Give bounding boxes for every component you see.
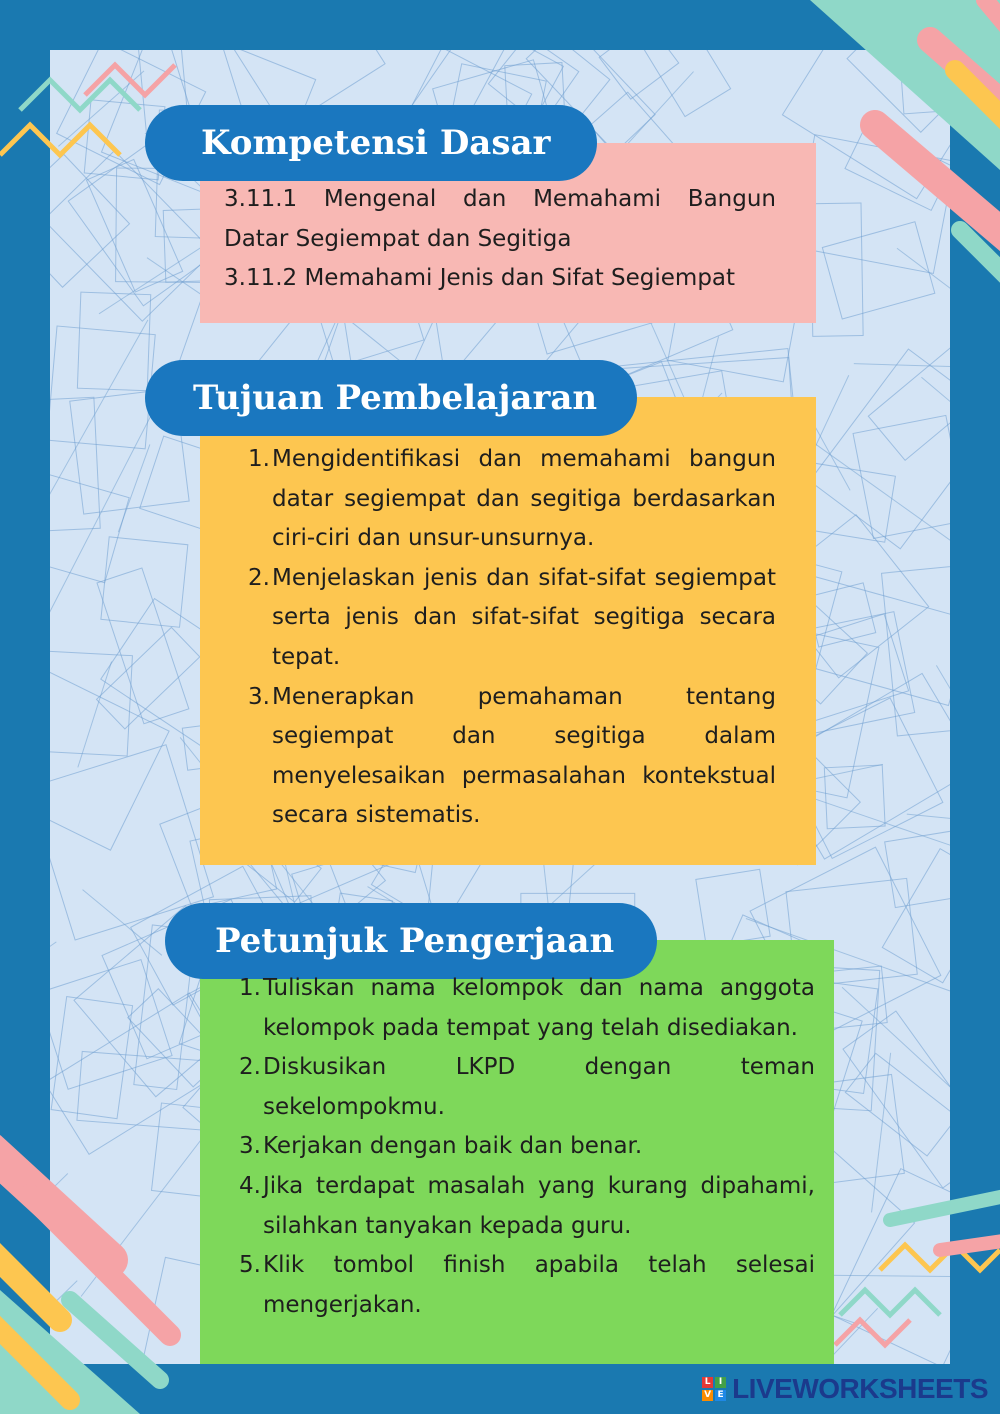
list-text: Klik tombol finish apabila telah selesai mengerjakan. [263,1252,815,1318]
pattern-shape [882,563,950,736]
pattern-line [50,1174,68,1357]
pattern-shape [896,50,950,114]
pattern-shape [912,50,950,101]
pattern-line [81,1138,202,1296]
list-text: Menerapkan pemahaman tentang segiempat dan segitiga dalam menyelesaikan permasalahan kontekstual secara sistematis. [272,683,776,829]
list-item [239,1167,815,1246]
pattern-shape [885,829,950,908]
list-number: 1. [239,975,261,1001]
pattern-shape [50,326,155,449]
pattern-shape [642,50,730,117]
list-item [239,1246,815,1325]
pattern-shape [77,292,150,391]
pattern-line [921,377,950,513]
list-item [239,969,815,1048]
logo-letter: L [702,1377,713,1388]
liveworksheets-watermark[interactable] [702,1374,988,1404]
pattern-shape [811,203,864,336]
pattern-shape [696,869,770,946]
kompetensi-title: Kompetensi Dasar [145,105,597,181]
petunjuk-list [239,969,815,1325]
pattern-line [50,1281,77,1364]
pattern-shape [845,124,950,210]
pattern-line [83,890,162,956]
pattern-line [118,444,150,532]
kompetensi-line: 3.11.1 Mengenal dan Memahami Bangun [224,186,776,212]
pattern-line [78,662,112,768]
pattern-shape [50,650,132,756]
pattern-line [58,71,144,146]
pattern-shape [599,50,679,99]
list-number: 3. [248,683,270,710]
brand-name: LIVEWORKSHEETS [732,1373,988,1404]
pattern-shape [804,463,896,542]
pattern-shape [806,583,876,647]
pattern-shape [50,960,172,1090]
pattern-shape [868,335,950,460]
list-item [239,1048,815,1127]
pattern-shape [51,997,132,1119]
list-item [239,1127,815,1167]
tujuan-title: Tujuan Pembelajaran [145,360,637,436]
liveworksheets-logo-icon [702,1377,726,1401]
pattern-shape [845,1053,950,1156]
list-text: Tuliskan nama kelompok dan nama anggota kelompok pada tempat yang telah disediakan. [263,975,815,1041]
pattern-shape [847,50,950,132]
list-number: 2. [248,564,270,591]
pattern-line [854,364,950,369]
pattern-shape [50,661,169,850]
list-text: Kerjakan dengan baik dan benar. [263,1133,643,1160]
pattern-line [50,942,56,1019]
list-text: Jika terdapat masalah yang kurang dipahami, silahkan tanyakan kepada guru. [263,1172,815,1239]
kompetensi-text [224,180,776,299]
list-number: 2. [239,1054,261,1081]
logo-letter: E [715,1390,726,1401]
pattern-shape [853,415,950,538]
list-text: Diskusikan LKPD dengan teman sekelompokmu. [263,1054,815,1120]
pattern-shape [97,627,200,729]
logo-letter: V [702,1390,713,1401]
petunjuk-title: Petunjuk Pengerjaan [165,903,657,979]
pattern-line [897,248,950,332]
pattern-shape [810,349,950,549]
list-item [248,678,776,836]
list-number: 1. [248,446,270,472]
list-text: Mengidentifikasi dan memahami bangun datar segiempat dan segitiga berdasarkan ciri-ciri dan unsur-unsurnya. [272,446,776,552]
list-number: 3. [239,1133,261,1160]
list-item [248,440,776,559]
pattern-shape [97,568,189,724]
tujuan-list [248,440,776,836]
list-text: Menjelaskan jenis dan sifat-sifat segiempat serta jenis dan sifat-sifat segitiga secara tepat. [272,564,776,670]
logo-letter: I [715,1377,726,1388]
pattern-shape [832,1169,950,1364]
kompetensi-line: 3.11.2 Memahami Jenis dan Sifat Segiempat [224,265,736,292]
list-number: 5. [239,1252,261,1279]
list-number: 4. [239,1172,261,1199]
list-item [248,559,776,678]
kompetensi-line: Datar Segiempat dan Segitiga [224,225,572,252]
